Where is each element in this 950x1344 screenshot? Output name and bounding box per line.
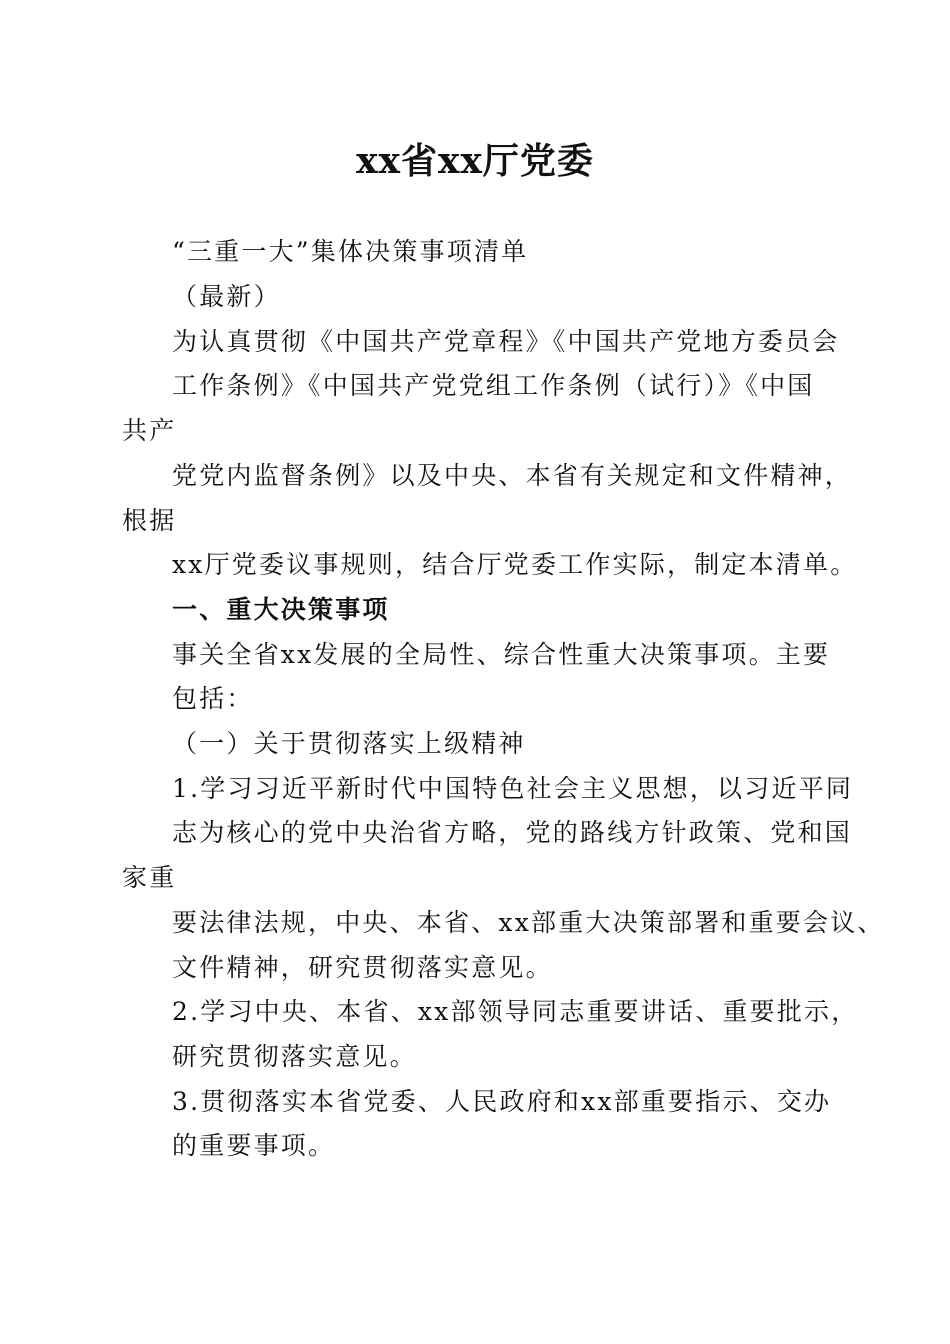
subsection-heading: （一）关于贯彻落实上级精神 — [172, 729, 526, 758]
doc-paragraph-line: 3.贯彻落实本省党委、人民政府和xx部重要指示、交办 — [172, 1087, 832, 1116]
doc-paragraph-line: 要法律法规，中央、本省、xx部重大决策部署和重要会议、 — [172, 908, 885, 937]
doc-paragraph-line: 志为核心的党中央治省方略，党的路线方针政策、党和国 — [172, 818, 853, 847]
doc-paragraph-line: 党党内监督条例》以及中央、本省有关规定和文件精神， — [172, 461, 853, 490]
doc-paragraph-line: 根据 — [122, 506, 177, 535]
doc-paragraph-line: 为认真贯彻《中国共产党章程》《中国共产党地方委员会 — [172, 327, 840, 356]
doc-paragraph-line: 1.学习习近平新时代中国特色社会主义思想，以习近平同 — [172, 774, 854, 803]
section-heading: 一、重大决策事项 — [172, 595, 390, 624]
doc-paragraph-line: 共产 — [122, 416, 177, 445]
doc-subtitle-note: （最新） — [172, 282, 281, 311]
doc-paragraph-line: 工作条例》《中国共产党党组工作条例（试行）》《中国 — [172, 371, 815, 400]
document-title: xx省xx厅党委 — [356, 140, 594, 182]
doc-paragraph-line: 事关全省xx发展的全局性、综合性重大决策事项。主要 — [172, 640, 831, 669]
doc-paragraph-line: 的重要事项。 — [172, 1131, 336, 1160]
doc-paragraph-line: 家重 — [122, 863, 177, 892]
doc-paragraph-line: 研究贯彻落实意见。 — [172, 1042, 417, 1071]
doc-paragraph-line: xx厅党委议事规则，结合厅党委工作实际，制定本清单。 — [172, 550, 858, 579]
doc-paragraph-line: 2.学习中央、本省、xx部领导同志重要讲话、重要批示， — [172, 997, 859, 1026]
doc-paragraph-line: 包括： — [172, 684, 254, 713]
doc-paragraph-line: 文件精神，研究贯彻落实意见。 — [172, 953, 553, 982]
doc-subtitle: “三重一大”集体决策事项清单 — [172, 237, 529, 266]
